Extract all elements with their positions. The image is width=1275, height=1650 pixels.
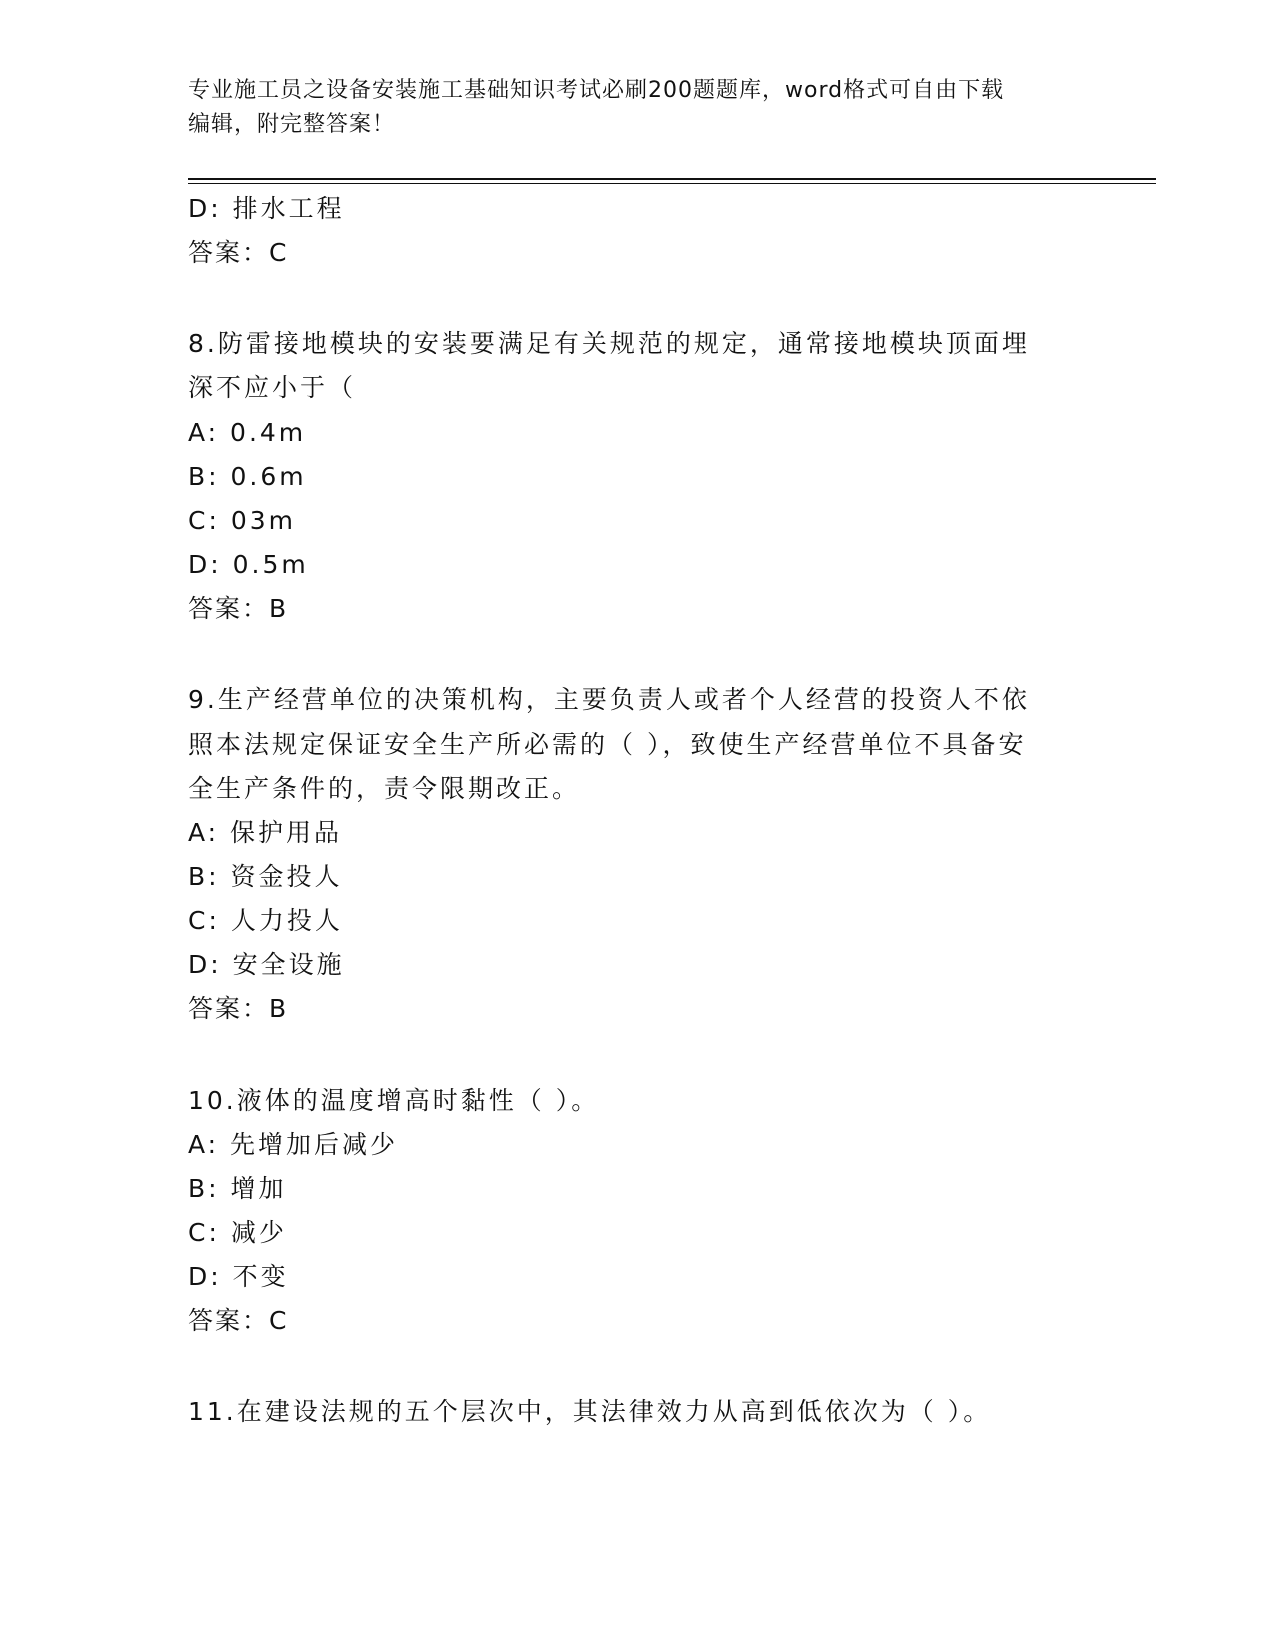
q8-stem-line1: 8.防雷接地模块的安装要满足有关规范的规定，通常接地模块顶面埋 — [188, 329, 1030, 358]
q7-option-d: D: 排水工程 — [188, 194, 345, 223]
q8-stem-line2: 深不应小于（ — [188, 373, 357, 402]
q9-stem-line2: 照本法规定保证安全生产所必需的（ ），致使生产经营单位不具备安 — [188, 730, 1027, 759]
header-divider-thick — [188, 178, 1156, 180]
q9-option-b: B: 资金投人 — [188, 862, 343, 891]
q9-option-a: A: 保护用品 — [188, 818, 343, 847]
q9-option-d: D: 安全设施 — [188, 950, 345, 979]
q8-option-a: A: 0.4m — [188, 418, 307, 447]
q7-answer: 答案：C — [188, 238, 289, 267]
q10-answer: 答案：C — [188, 1306, 289, 1335]
q9-stem-line1: 9.生产经营单位的决策机构，主要负责人或者个人经营的投资人不依 — [188, 685, 1030, 714]
q8-option-d: D: 0.5m — [188, 550, 309, 579]
q8-option-b: B: 0.6m — [188, 462, 307, 491]
q11-stem: 11.在建设法规的五个层次中，其法律效力从高到低依次为（ ）。 — [188, 1397, 992, 1426]
q10-option-c: C: 减少 — [188, 1218, 287, 1247]
q10-option-d: D: 不变 — [188, 1262, 289, 1291]
header-divider-thin — [188, 183, 1156, 184]
header-title-line2: 编辑，附完整答案！ — [188, 112, 396, 137]
header-title-line1: 专业施工员之设备安装施工基础知识考试必刷200题题库，word格式可自由下载 — [188, 78, 1005, 103]
q10-option-a: A: 先增加后减少 — [188, 1130, 399, 1159]
q8-answer: 答案：B — [188, 594, 289, 623]
q9-option-c: C: 人力投人 — [188, 906, 343, 935]
q8-option-c: C: 03m — [188, 506, 296, 535]
q9-answer: 答案：B — [188, 994, 289, 1023]
q9-stem-line3: 全生产条件的，责令限期改正。 — [188, 774, 581, 803]
q10-option-b: B: 增加 — [188, 1174, 287, 1203]
document-header — [188, 74, 1088, 142]
q10-stem: 10.液体的温度增高时黏性（ ）。 — [188, 1086, 600, 1115]
